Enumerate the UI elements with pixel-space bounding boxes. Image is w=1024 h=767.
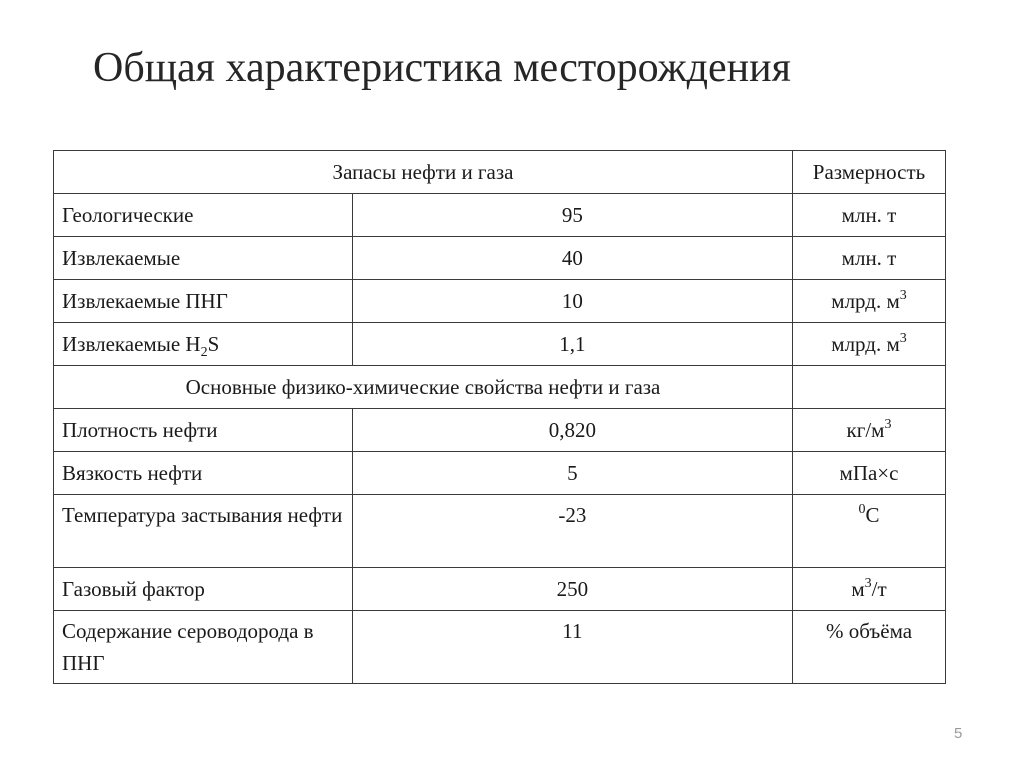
unit-base: млрд. м bbox=[831, 332, 900, 356]
reserves-header-cell: Запасы нефти и газа bbox=[54, 151, 793, 194]
row-label: Извлекаемые bbox=[54, 237, 353, 280]
row-label: Температура застывания нефти bbox=[54, 495, 353, 568]
section-header-row bbox=[54, 366, 946, 409]
table-row bbox=[54, 452, 946, 495]
table-row bbox=[54, 495, 946, 568]
unit-base: млрд. м bbox=[831, 289, 900, 313]
row-value: 5 bbox=[352, 452, 792, 495]
row-value: 10 bbox=[352, 280, 792, 323]
row-value: -23 bbox=[352, 495, 792, 568]
row-label: Вязкость нефти bbox=[54, 452, 353, 495]
row-value: 11 bbox=[352, 611, 792, 684]
unit-superscript: 3 bbox=[884, 417, 892, 432]
row-unit: млн. т bbox=[793, 237, 946, 280]
table-row bbox=[54, 194, 946, 237]
row-unit: мПа×с bbox=[793, 452, 946, 495]
table-row bbox=[54, 323, 946, 366]
row-unit bbox=[793, 568, 946, 611]
unit-superscript: 0 bbox=[858, 502, 866, 517]
empty-cell bbox=[793, 366, 946, 409]
unit-base: м bbox=[851, 577, 865, 601]
row-label: Геологические bbox=[54, 194, 353, 237]
slide-title: Общая характеристика месторождения bbox=[93, 45, 791, 91]
row-value: 40 bbox=[352, 237, 792, 280]
row-unit: % объёма bbox=[793, 611, 946, 684]
page-number: 5 bbox=[954, 725, 963, 742]
row-value: 0,820 bbox=[352, 409, 792, 452]
table-row bbox=[54, 280, 946, 323]
row-unit bbox=[793, 495, 946, 568]
field-characteristics-table bbox=[53, 150, 946, 684]
row-label: Плотность нефти bbox=[54, 409, 353, 452]
label-subscript: 2 bbox=[200, 345, 208, 361]
row-unit bbox=[793, 409, 946, 452]
row-value: 1,1 bbox=[352, 323, 792, 366]
dimension-header-cell: Размерность bbox=[793, 151, 946, 194]
table-row bbox=[54, 237, 946, 280]
unit-superscript: 3 bbox=[864, 576, 872, 591]
unit-superscript: 3 bbox=[899, 331, 907, 346]
row-label: Газовый фактор bbox=[54, 568, 353, 611]
row-unit: млн. т bbox=[793, 194, 946, 237]
row-value: 95 bbox=[352, 194, 792, 237]
table-row bbox=[54, 568, 946, 611]
unit-superscript: 3 bbox=[899, 288, 907, 303]
label-base: Извлекаемые H bbox=[62, 332, 201, 356]
table-header-row bbox=[54, 151, 946, 194]
unit-base: кг/м bbox=[846, 418, 885, 442]
label-tail: S bbox=[207, 332, 220, 356]
row-label: Извлекаемые ПНГ bbox=[54, 280, 353, 323]
table-row bbox=[54, 409, 946, 452]
row-unit bbox=[793, 280, 946, 323]
row-label: Содержание сероводорода в ПНГ bbox=[54, 611, 353, 684]
unit-tail: /т bbox=[871, 577, 887, 601]
table-row bbox=[54, 611, 946, 684]
row-unit bbox=[793, 323, 946, 366]
properties-header-cell: Основные физико-химические свойства нефти и газа bbox=[54, 366, 793, 409]
unit-base: С bbox=[865, 503, 880, 527]
row-value: 250 bbox=[352, 568, 792, 611]
row-label bbox=[54, 323, 353, 366]
